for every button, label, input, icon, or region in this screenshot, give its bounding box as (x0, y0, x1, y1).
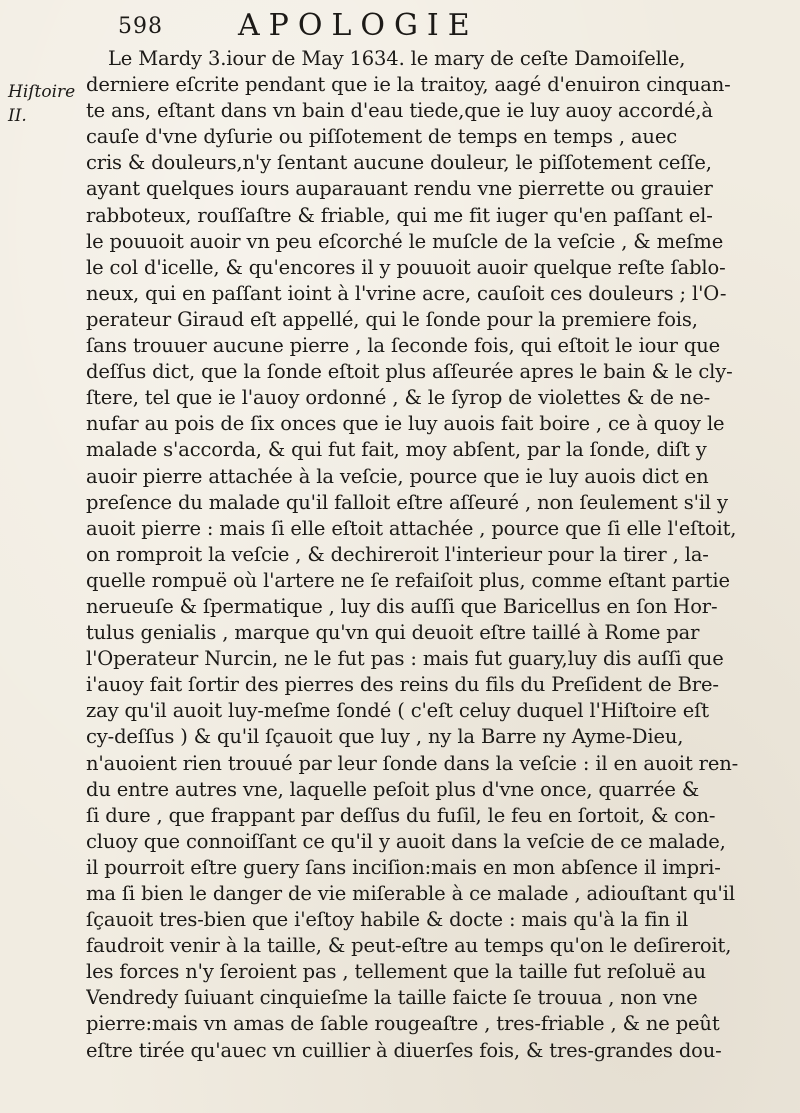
text-line: le col d'icelle, & qu'encores il y pouuoit auoir quelque reſte ſablo- (86, 255, 726, 279)
text-line: ſi dure , que frappant par deſſus du fuſil, le feu en ſortoit, & con- (86, 803, 716, 827)
text-line: preſence du malade qu'il falloit eſtre aſſeuré , non ſeulement s'il y (86, 490, 728, 514)
text-line: neux, qui en paſſant ioint à l'vrine acre, cauſoit ces douleurs ; l'O- (86, 281, 727, 305)
running-title: APOLOGIE (238, 8, 479, 43)
text-line: n'auoient rien trouué par leur ſonde dans la veſcie : il en auoit ren- (86, 751, 739, 775)
text-line: les forces n'y ſeroient pas , tellement que la taille fut reſoluë au (86, 960, 706, 984)
page-header (118, 8, 778, 48)
text-line: l'Operateur Nurcin, ne le fut pas : mais fut guary,luy dis auſſi que (86, 647, 724, 671)
text-line: te ans, eſtant dans vn bain d'eau tiede,que ie luy auoy accordé,à (86, 99, 713, 123)
text-line: malade s'accorda, & qui fut fait, moy abſent, par la ſonde, diſt y (86, 438, 707, 462)
body-text (86, 46, 792, 1064)
text-line: le pouuoit auoir vn peu eſcorché le muſcle de la veſcie , & meſme (86, 229, 724, 253)
text-line: rabboteux, rouſſaſtre & friable, qui me fit iuger qu'en paſſant el- (86, 203, 713, 227)
text-line: cris & douleurs,n'y ſentant aucune douleur, le piſſotement ceſſe, (86, 151, 712, 175)
text-line: i'auoy fait ſortir des pierres des reins du fils du Preſident de Bre- (86, 673, 719, 697)
text-line: quelle rompuë où l'artere ne ſe refaiſoit plus, comme eſtant partie (86, 568, 730, 592)
text-line: cauſe d'vne dyſurie ou piſſotement de temps en temps , auec (86, 125, 678, 149)
text-line: Vendredy ſuiuant cinquieſme la taille faicte ſe trouua , non vne (86, 986, 698, 1010)
text-line: cluoy que connoiſſant ce qu'il y auoit dans la veſcie de ce malade, (86, 829, 726, 853)
text-line: ſtere, tel que ie l'auoy ordonné , & le ſyrop de violettes & de ne- (86, 386, 711, 410)
text-line: deſſus dict, que la ſonde eſtoit plus aſſeurée apres le bain & le cly- (86, 360, 733, 384)
text-line: ma ſi bien le danger de vie miſerable à ce malade , adiouſtant qu'il (86, 882, 735, 905)
text-line: pierre:mais vn amas de ſable rougeaſtre , tres-friable , & ne peût (86, 1012, 720, 1036)
text-line: il pourroit eſtre guery ſans inciſion:mais en mon abſence il impri- (86, 855, 721, 879)
text-line: perateur Giraud eſt appellé, qui le ſonde pour la premiere fois, (86, 307, 698, 331)
text-line: ſans trouuer aucune pierre , la ſeconde fois, qui eſtoit le iour que (86, 334, 721, 358)
text-line: cy-deſſus ) & qu'il ſçauoit que luy , ny la Barre ny Ayme-Dieu, (86, 725, 684, 749)
text-line: ayant quelques iours auparauant rendu vne pierrette ou grauier (86, 177, 713, 201)
text-line: ſçauoit tres-bien que i'eſtoy habile & docte : mais qu'à la fin il (86, 908, 689, 932)
margin-note-label: Hiſtoire (8, 82, 76, 102)
text-line: on romproit la veſcie , & dechireroit l'interieur pour la tirer , la- (86, 542, 709, 566)
text-line: Le Mardy 3.iour de May 1634. le mary de ceſte Damoiſelle, (108, 47, 686, 70)
text-line: derniere eſcrite pendant que ie la traitoy, aagé d'enuiron cinquan- (86, 73, 731, 97)
text-line: tulus genialis , marque qu'vn qui deuoit eſtre taillé à Rome par (86, 621, 700, 645)
text-line: faudroit venir à la taille, & peut-eſtre au temps qu'on le deſireroit, (86, 934, 732, 958)
text-line: nerueuſe & ſpermatique , luy dis auſſi que Baricellus en ſon Hor- (86, 594, 718, 618)
text-line: nufar au pois de ſix onces que ie luy auois fait boire , ce à quoy le (86, 412, 725, 436)
margin-note (8, 80, 76, 128)
text-line: zay qu'il auoit luy-meſme ſondé ( c'eſt celuy duquel l'Hiſtoire eſt (86, 699, 709, 723)
page-number: 598 (118, 14, 163, 39)
text-line: auoir pierre attachée à la veſcie, pource que ie luy auois dict en (86, 464, 709, 488)
text-line: auoit pierre : mais ſi elle eſtoit attachée , pource que ſi elle l'eſtoit, (86, 516, 737, 540)
text-line: eſtre tirée qu'auec vn cuillier à diuerſes fois, & tres-grandes dou- (86, 1038, 722, 1062)
margin-note-number: II. (8, 106, 27, 126)
text-line: du entre autres vne, laquelle peſoit plus d'vne once, quarrée & (86, 777, 700, 801)
